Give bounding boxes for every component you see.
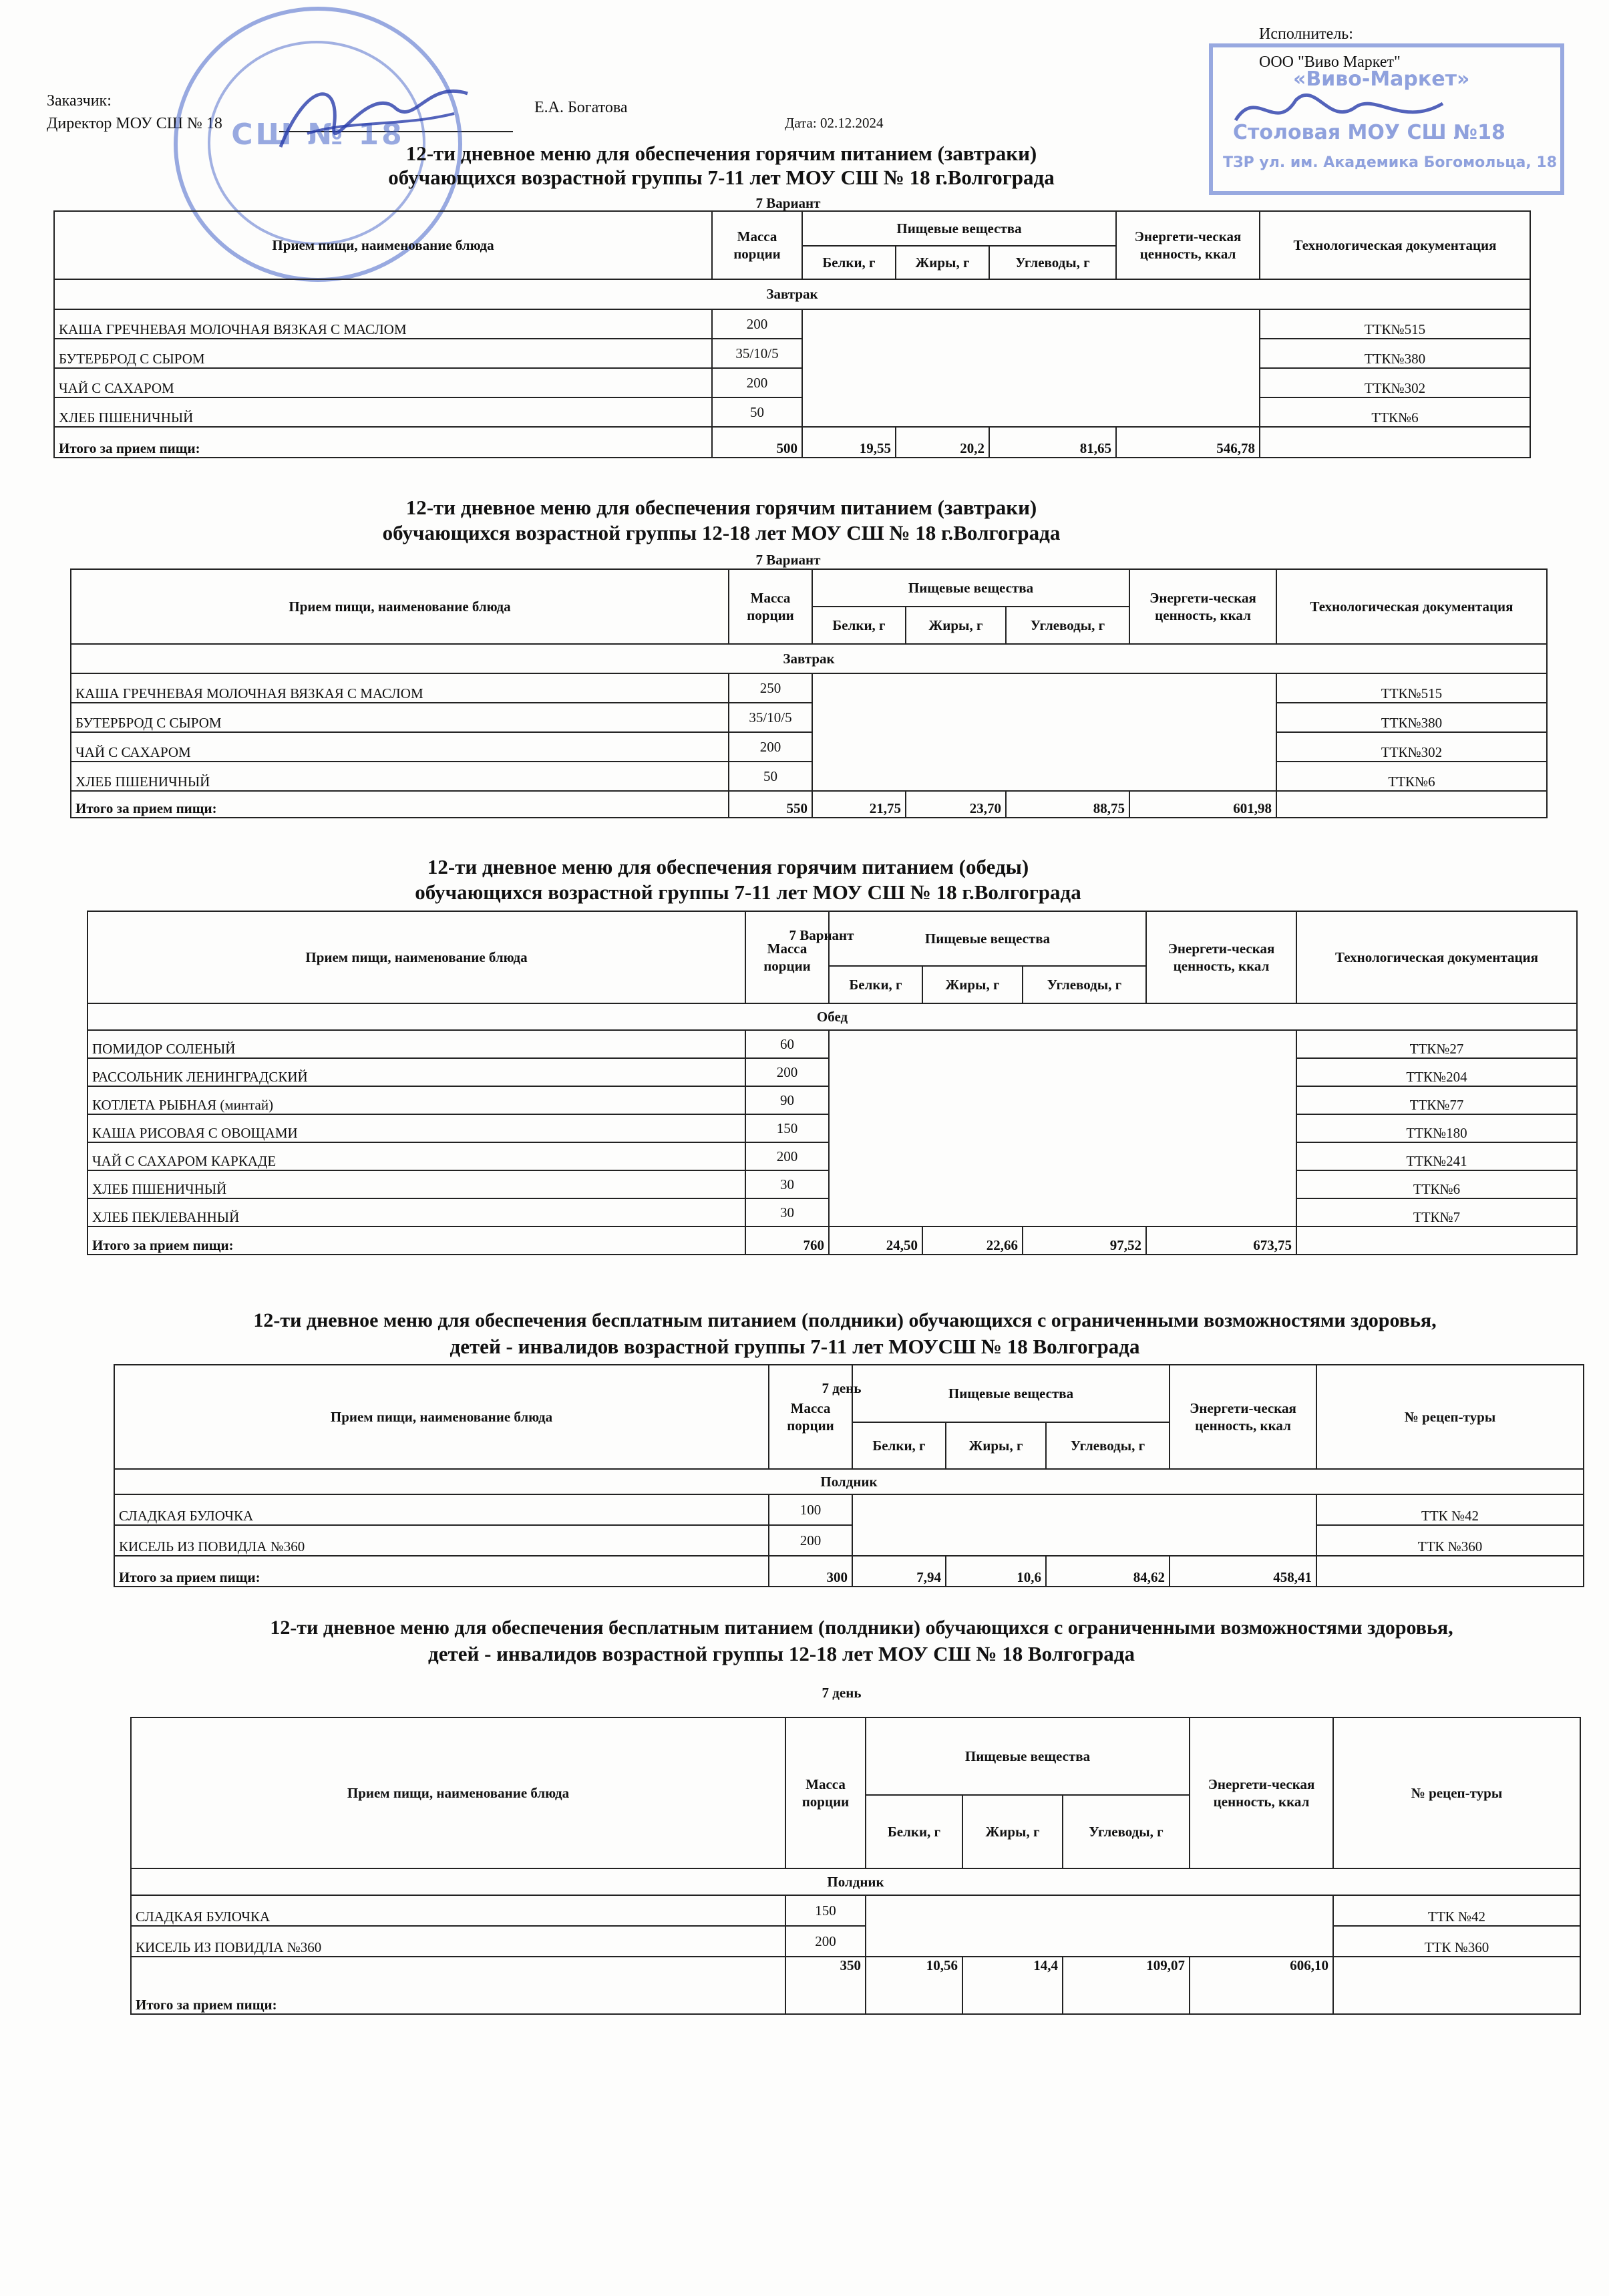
table5-title-line1: 12-ти дневное меню для обеспечения бесплатным питанием (полдники) обучающихся с ограниченными возможностями здоровья, [270,1617,1453,1639]
table3-section: Обед [87,1003,1577,1030]
table2-header-protein: Белки, г [812,607,906,644]
table3-header-carb: Углеводы, г [1023,966,1146,1003]
dish-doc: ТТК№302 [1276,732,1547,762]
dish-doc: ТТК№204 [1296,1058,1577,1086]
dish-doc: ТТК№180 [1296,1114,1577,1142]
total-energy: 606,10 [1190,1957,1333,2014]
table2-header-dish: Прием пищи, наименование блюда [71,569,729,644]
dish-name: ХЛЕБ ПШЕНИЧНЫЙ [71,762,729,791]
dish-name: РАССОЛЬНИК ЛЕНИНГРАДСКИЙ [87,1058,745,1086]
dish-mass: 200 [785,1926,866,1957]
table-row [54,309,1530,339]
total-fat: 23,70 [906,791,1006,818]
dish-mass: 60 [745,1030,829,1058]
table1-title-line1: 12-ти дневное меню для обеспечения горячим питанием (завтраки) [405,142,1037,165]
dish-doc: ТТК№380 [1276,703,1547,732]
total-protein: 21,75 [812,791,906,818]
dish-doc: ТТК №42 [1333,1895,1580,1926]
table4-variant: 7 день [822,1380,862,1396]
dish-doc: ТТК №360 [1333,1926,1580,1957]
table1-header-dish: Прием пищи, наименование блюда [54,211,712,279]
table5-header-energy: Энергети-ческая ценность, ккал [1190,1717,1333,1868]
rect-stamp-line2: Столовая МОУ СШ №18 [1233,121,1505,144]
table-row [87,1030,1577,1058]
total-protein: 19,55 [802,427,896,458]
table-row [131,1895,1580,1926]
dish-name: ХЛЕБ ПШЕНИЧНЫЙ [54,397,712,427]
total-carb: 81,65 [989,427,1116,458]
total-label: Итого за прием пищи: [54,427,712,458]
table2-title-line1: 12-ти дневное меню для обеспечения горячим питанием (завтраки) [405,496,1037,519]
table-row [54,339,1530,368]
table-row [71,673,1547,703]
dish-name: ЧАЙ С САХАРОМ КАРКАДЕ [87,1142,745,1170]
dish-name: БУТЕРБРОД С СЫРОМ [71,703,729,732]
table4-header-fat: Жиры, г [946,1422,1046,1469]
total-label: Итого за прием пищи: [87,1226,745,1255]
table5-variant: 7 день [822,1685,862,1701]
dish-mass: 90 [745,1086,829,1114]
table5-header-fat: Жиры, г [962,1795,1063,1868]
dish-doc: ТТК№77 [1296,1086,1577,1114]
table2-header-mass: Масса порции [729,569,812,644]
table4-header-energy: Энергети-ческая ценность, ккал [1170,1365,1316,1469]
table2-menu [70,568,1548,818]
dish-name: КАША ГРЕЧНЕВАЯ МОЛОЧНАЯ ВЯЗКАЯ С МАСЛОМ [54,309,712,339]
total-fat: 14,4 [962,1957,1063,2014]
total-energy: 601,98 [1129,791,1276,818]
total-carb: 88,75 [1006,791,1129,818]
table5-header-nutrients: Пищевые вещества [866,1717,1190,1795]
contractor-label: Исполнитель: [1259,25,1353,43]
table-row [71,762,1547,791]
table4-header-protein: Белки, г [852,1422,946,1469]
table5-menu [130,1717,1581,2015]
table4-title-line1: 12-ти дневное меню для обеспечения бесплатным питанием (полдники) обучающихся с ограниченными возможностями здоровья, [253,1309,1437,1331]
table4-header-nutrients: Пищевые вещества [852,1365,1170,1422]
table4-header-mass: Масса порции [769,1365,852,1469]
dish-doc: ТТК№380 [1260,339,1530,368]
table1-header-tech: Технологическая документация [1260,211,1530,279]
customer-name: Е.А. Богатова [534,99,628,116]
table5-header-recipe: № рецеп-туры [1333,1717,1580,1868]
total-row [71,791,1547,818]
table-row [131,1926,1580,1957]
dish-mass: 200 [712,309,802,339]
dish-doc: ТТК№27 [1296,1030,1577,1058]
customer-position: Директор МОУ СШ № 18 [47,115,222,132]
dish-name: КИСЕЛЬ ИЗ ПОВИДЛА №360 [131,1926,785,1957]
dish-mass: 30 [745,1170,829,1198]
table3-header-nutrients: Пищевые вещества [829,911,1146,966]
dish-doc: ТТК№302 [1260,368,1530,397]
table2-header-energy: Энергети-ческая ценность, ккал [1129,569,1276,644]
table2-section: Завтрак [71,644,1547,673]
dish-doc: ТТК№241 [1296,1142,1577,1170]
dish-doc: ТТК№515 [1260,309,1530,339]
table1-header-fat: Жиры, г [896,246,989,279]
table3-variant: 7 Вариант [789,927,854,943]
dish-mass: 30 [745,1198,829,1226]
total-carb: 109,07 [1063,1957,1190,2014]
table1-section: Завтрак [54,279,1530,309]
table2-header-nutrients: Пищевые вещества [812,569,1129,607]
total-carb: 84,62 [1046,1556,1170,1587]
total-label: Итого за прием пищи: [114,1556,769,1587]
table3-header-fat: Жиры, г [922,966,1023,1003]
document-date: Дата: 02.12.2024 [785,115,884,131]
table5-title-line2: детей - инвалидов возрастной группы 12-18 лет МОУ СШ № 18 Волгограда [428,1642,1135,1665]
total-protein: 24,50 [829,1226,922,1255]
table1-header-nutrients: Пищевые вещества [802,211,1116,246]
table5-header-carb: Углеводы, г [1063,1795,1190,1868]
total-protein: 10,56 [866,1957,962,2014]
table3-title-line1: 12-ти дневное меню для обеспечения горячим питанием (обеды) [427,855,1029,878]
dish-name: СЛАДКАЯ БУЛОЧКА [114,1494,769,1525]
table-row [114,1525,1584,1556]
dish-doc: ТТК№7 [1296,1198,1577,1226]
contractor-org: ООО "Виво Маркет" [1259,53,1401,71]
table1-variant: 7 Вариант [755,195,821,211]
table5-header-dish: Прием пищи, наименование блюда [131,1717,785,1868]
total-energy: 546,78 [1116,427,1260,458]
dish-name: ПОМИДОР СОЛЕНЫЙ [87,1030,745,1058]
dish-mass: 200 [712,368,802,397]
table4-header-recipe: № рецеп-туры [1316,1365,1584,1469]
dish-mass: 150 [785,1895,866,1926]
total-fat: 10,6 [946,1556,1046,1587]
rect-stamp-line3: ТЗР ул. им. Академика Богомольца, 18 [1223,154,1558,171]
table5-header-mass: Масса порции [785,1717,866,1868]
table1-header-protein: Белки, г [802,246,896,279]
total-fat: 20,2 [896,427,989,458]
dish-name: БУТЕРБРОД С СЫРОМ [54,339,712,368]
table3-header-dish: Прием пищи, наименование блюда [87,911,745,1003]
total-protein: 7,94 [852,1556,946,1587]
table3-menu [87,911,1578,1255]
total-row [114,1556,1584,1587]
dish-mass: 200 [729,732,812,762]
customer-label: Заказчик: [47,92,112,110]
table5-section: Полдник [131,1868,1580,1895]
dish-mass: 50 [729,762,812,791]
table4-title-line2: детей - инвалидов возрастной группы 7-11 лет МОУСШ № 18 Волгограда [450,1335,1140,1358]
table3-header-energy: Энергети-ческая ценность, ккал [1146,911,1296,1003]
total-mass: 760 [745,1226,829,1255]
total-mass: 300 [769,1556,852,1587]
table2-header-tech: Технологическая документация [1276,569,1547,644]
dish-mass: 200 [745,1058,829,1086]
dish-name: КАША ГРЕЧНЕВАЯ МОЛОЧНАЯ ВЯЗКАЯ С МАСЛОМ [71,673,729,703]
dish-mass: 250 [729,673,812,703]
dish-mass: 50 [712,397,802,427]
total-mass: 550 [729,791,812,818]
dish-name: ХЛЕБ ПЕКЛЕВАННЫЙ [87,1198,745,1226]
contractor-signature [1229,80,1456,140]
table1-title-line2: обучающихся возрастной группы 7-11 лет МОУ СШ № 18 г.Волгограда [388,166,1055,189]
dish-doc: ТТК№6 [1296,1170,1577,1198]
dish-mass: 35/10/5 [729,703,812,732]
round-stamp-text: СШ № 18 [231,118,405,152]
table4-header-carb: Углеводы, г [1046,1422,1170,1469]
total-label: Итого за прием пищи: [131,1957,785,2014]
table2-variant: 7 Вариант [755,552,821,568]
table5-header-protein: Белки, г [866,1795,962,1868]
dish-name: КИСЕЛЬ ИЗ ПОВИДЛА №360 [114,1525,769,1556]
dish-doc: ТТК№515 [1276,673,1547,703]
table-row [71,732,1547,762]
dish-mass: 200 [769,1525,852,1556]
table3-header-mass: Масса порции [745,911,829,1003]
total-row [87,1226,1577,1255]
dish-name: СЛАДКАЯ БУЛОЧКА [131,1895,785,1926]
total-energy: 458,41 [1170,1556,1316,1587]
table1-header-energy: Энергети-ческая ценность, ккал [1116,211,1260,279]
dish-mass: 35/10/5 [712,339,802,368]
table3-title-line2: обучающихся возрастной группы 7-11 лет МОУ СШ № 18 г.Волгограда [415,880,1081,904]
dish-doc: ТТК №42 [1316,1494,1584,1525]
dish-doc: ТТК №360 [1316,1525,1584,1556]
table-row [54,397,1530,427]
table4-header-dish: Прием пищи, наименование блюда [114,1365,769,1469]
total-energy: 673,75 [1146,1226,1296,1255]
rect-stamp-line1: «Виво-Маркет» [1293,67,1470,91]
dish-name: ХЛЕБ ПШЕНИЧНЫЙ [87,1170,745,1198]
table-row [71,703,1547,732]
table-row [54,368,1530,397]
total-fat: 22,66 [922,1226,1023,1255]
dish-name: КОТЛЕТА РЫБНАЯ (минтай) [87,1086,745,1114]
dish-name: ЧАЙ С САХАРОМ [71,732,729,762]
total-row [54,427,1530,458]
table3-header-protein: Белки, г [829,966,922,1003]
table-row [114,1494,1584,1525]
total-mass: 500 [712,427,802,458]
table4-section: Полдник [114,1469,1584,1494]
total-label: Итого за прием пищи: [71,791,729,818]
table3-header-tech: Технологическая документация [1296,911,1577,1003]
dish-mass: 150 [745,1114,829,1142]
table1-header-carb: Углеводы, г [989,246,1116,279]
dish-doc: ТТК№6 [1276,762,1547,791]
total-row [131,1957,1580,2014]
table2-title-line2: обучающихся возрастной группы 12-18 лет МОУ СШ № 18 г.Волгограда [382,521,1061,544]
table4-menu [114,1364,1584,1587]
table1-header-mass: Масса порции [712,211,802,279]
table1-menu [53,210,1531,458]
table2-header-carb: Углеводы, г [1006,607,1129,644]
dish-name: ЧАЙ С САХАРОМ [54,368,712,397]
total-carb: 97,52 [1023,1226,1146,1255]
total-mass: 350 [785,1957,866,2014]
dish-name: КАША РИСОВАЯ С ОВОЩАМИ [87,1114,745,1142]
dish-doc: ТТК№6 [1260,397,1530,427]
table2-header-fat: Жиры, г [906,607,1006,644]
dish-mass: 200 [745,1142,829,1170]
dish-mass: 100 [769,1494,852,1525]
